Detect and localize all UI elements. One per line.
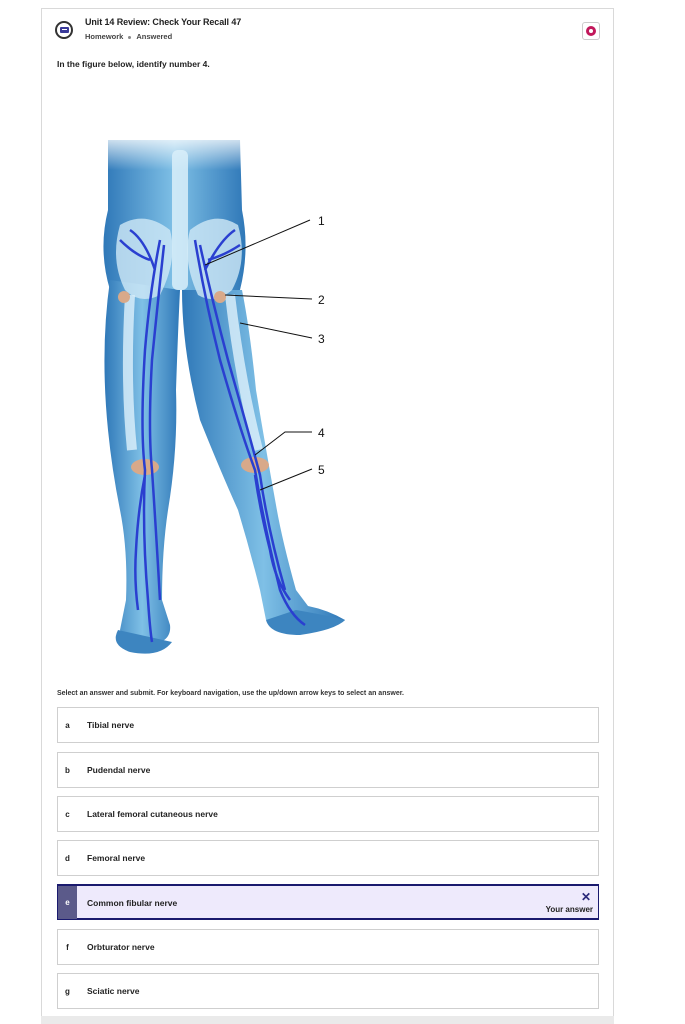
record-button[interactable] <box>582 22 600 40</box>
callout-1: 1 <box>318 214 325 228</box>
answer-option-d[interactable] <box>57 840 599 876</box>
callout-4: 4 <box>318 426 325 440</box>
answer-option-c[interactable] <box>57 796 599 832</box>
page-title: Unit 14 Review: Check Your Recall 47 <box>85 17 242 27</box>
option-label: Pudendal nerve <box>87 765 151 775</box>
option-label: Sciatic nerve <box>87 986 140 996</box>
answer-option-f[interactable] <box>57 929 599 965</box>
anatomy-figure <box>90 130 350 670</box>
option-letter: f <box>66 942 69 952</box>
answer-instructions: Select an answer and submit. For keyboard navigation, use the up/down arrow keys to select an answer. <box>57 690 404 697</box>
assignment-type: Homework <box>85 32 124 41</box>
your-answer-label: Your answer <box>545 905 593 914</box>
status-badge: Answered <box>136 32 173 41</box>
callout-2: 2 <box>318 293 325 307</box>
answer-option-b[interactable] <box>57 752 599 788</box>
option-label: Femoral nerve <box>87 853 146 863</box>
answer-option-g[interactable] <box>57 973 599 1009</box>
bottom-bar <box>41 1016 614 1024</box>
option-letter: c <box>65 809 70 819</box>
option-letter: g <box>65 986 70 996</box>
separator-dot <box>128 36 131 39</box>
option-label: Orbturator nerve <box>87 942 155 952</box>
homework-icon <box>55 21 73 39</box>
page-subtitle <box>85 32 172 41</box>
callout-3: 3 <box>318 332 325 346</box>
answer-option-e[interactable] <box>57 884 599 920</box>
answer-option-a[interactable] <box>57 707 599 743</box>
option-label: Lateral femoral cutaneous nerve <box>87 809 218 819</box>
incorrect-icon: ✕ <box>580 890 591 904</box>
callout-5: 5 <box>318 463 325 477</box>
option-label: Common fibular nerve <box>87 898 178 908</box>
option-letter: b <box>65 765 70 775</box>
record-icon <box>586 26 596 36</box>
option-label: Tibial nerve <box>87 720 135 730</box>
option-letter: a <box>65 720 70 730</box>
option-letter: e <box>58 886 77 919</box>
question-text: In the figure below, identify number 4. <box>57 59 210 69</box>
option-letter: d <box>65 853 70 863</box>
